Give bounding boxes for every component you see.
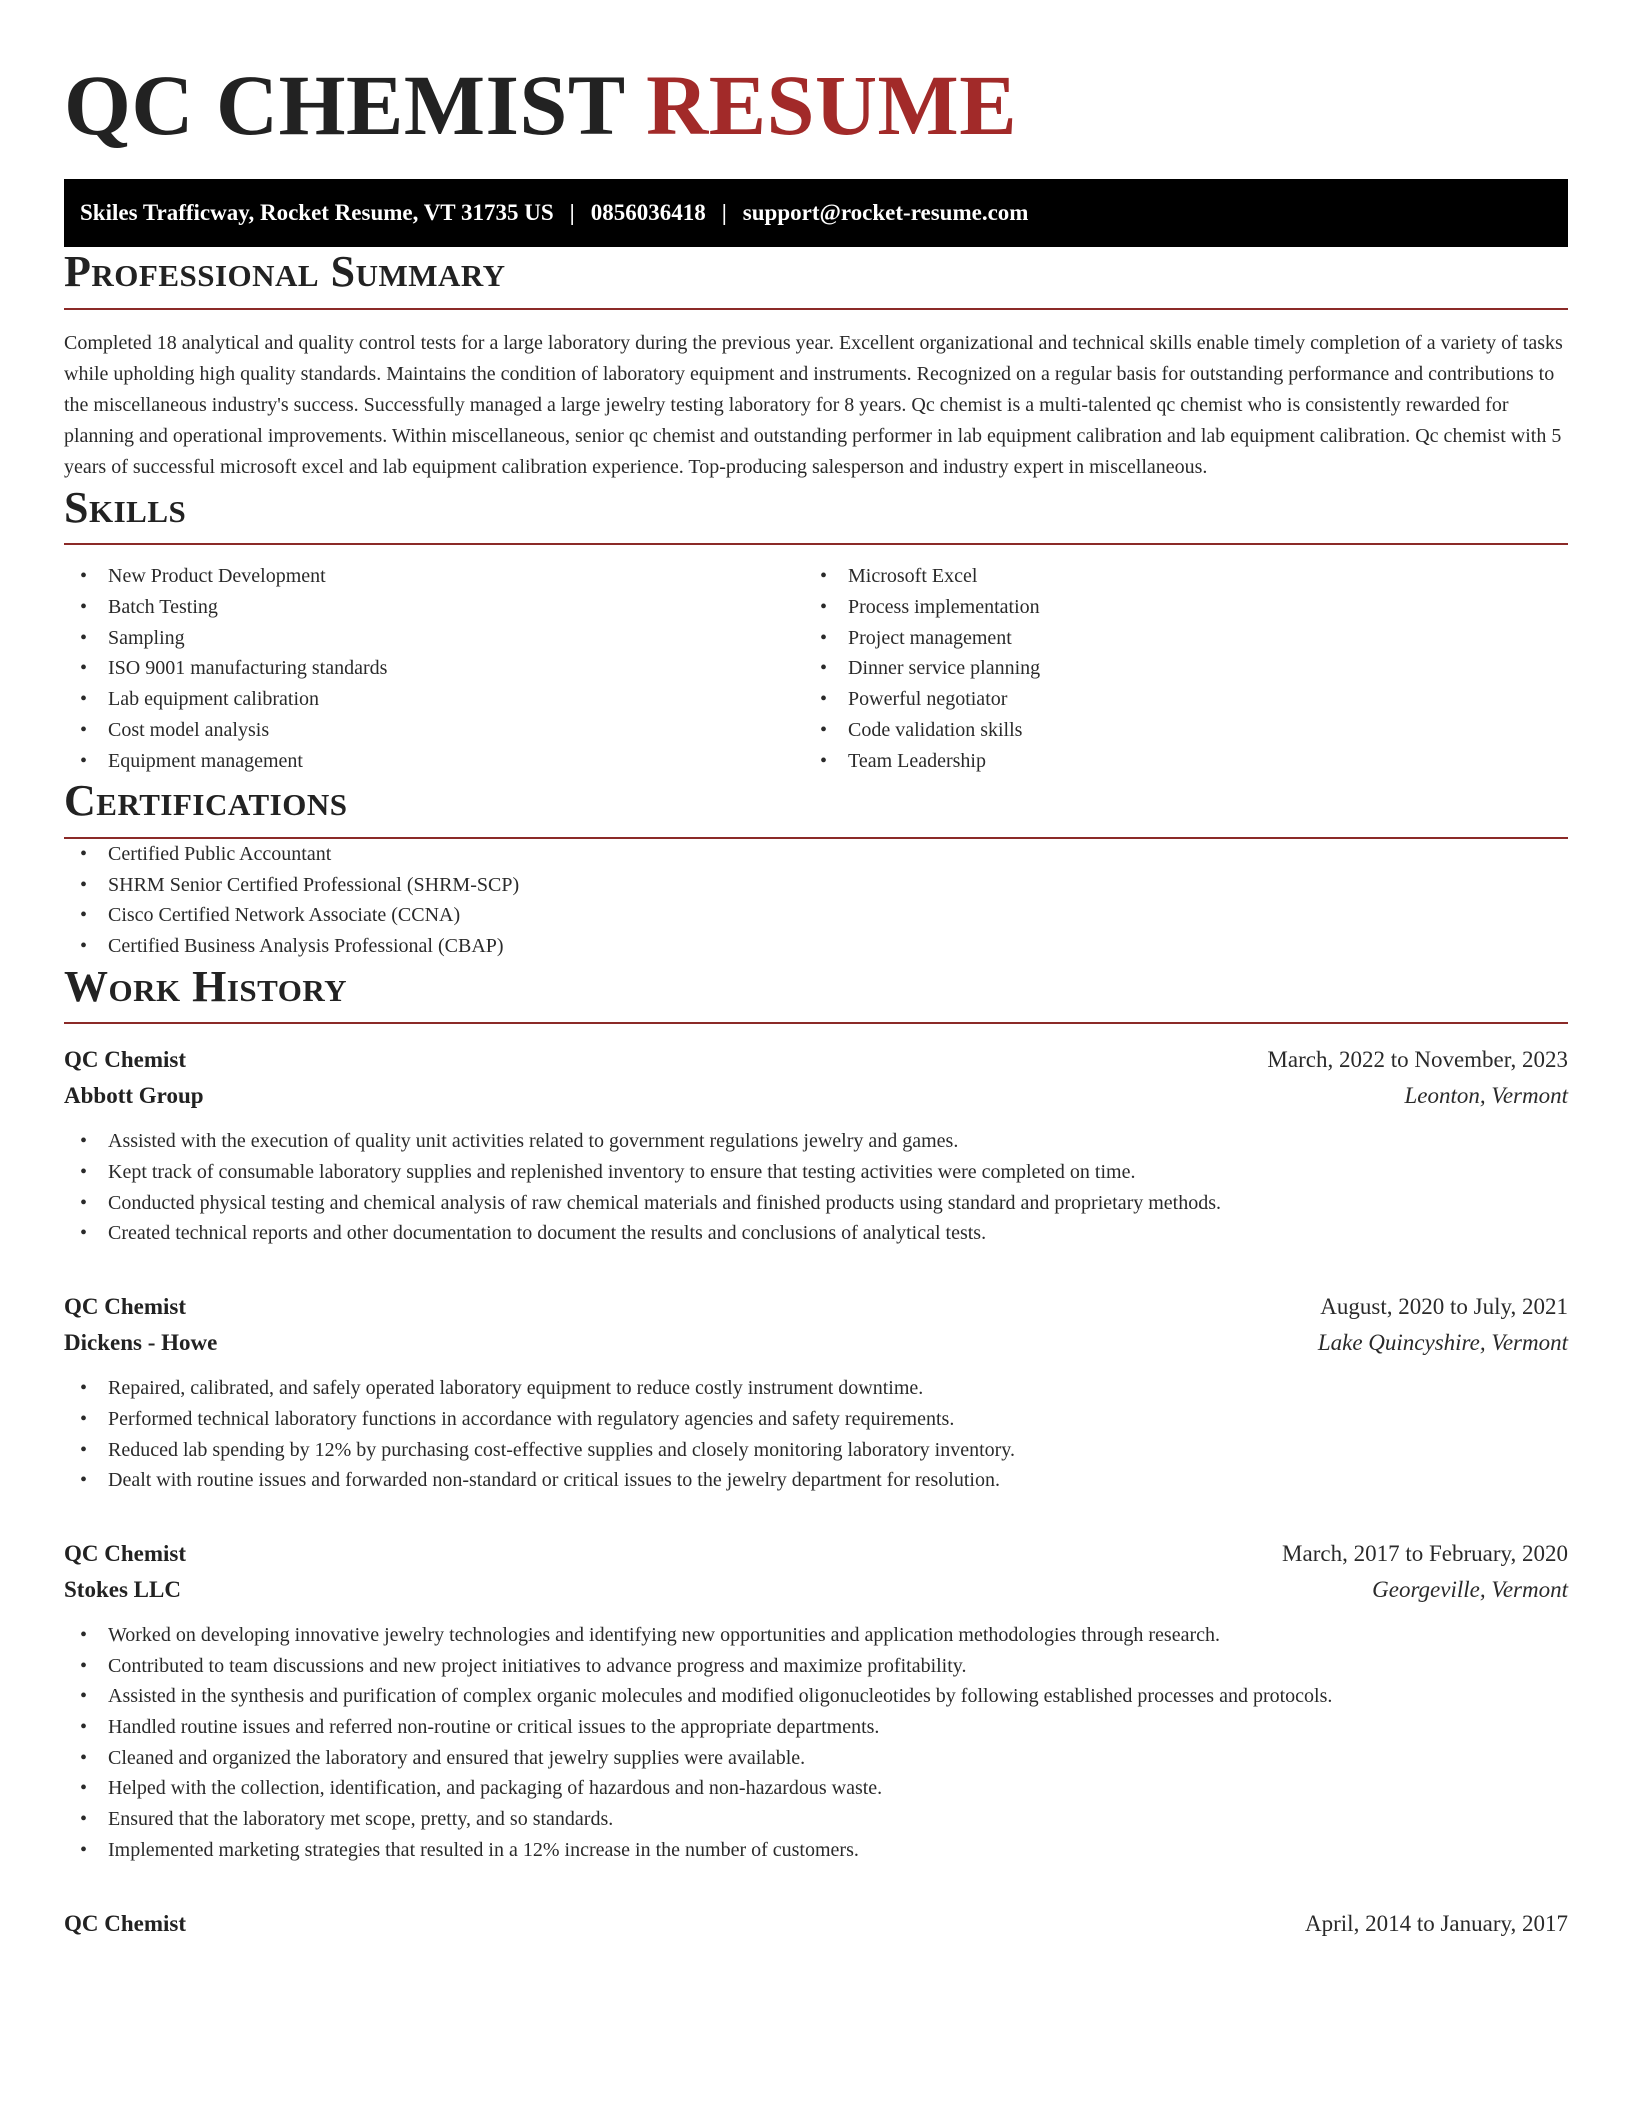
skill-item: • Microsoft Excel: [804, 561, 1544, 592]
job-bullet: • Repaired, calibrated, and safely operated laboratory equipment to reduce costly instrument downtime.: [64, 1373, 1568, 1404]
job-entry: [64, 1536, 1568, 1866]
skill-item: • Dinner service planning: [804, 653, 1544, 684]
certification-item: • Certified Business Analysis Professional (CBAP): [64, 931, 1568, 962]
job-bullet: • Assisted with the execution of quality unit activities related to government regulations jewelry and games.: [64, 1126, 1568, 1157]
certifications-heading: Certifications: [64, 776, 1568, 839]
skill-item: • Team Leadership: [804, 746, 1544, 777]
skill-item: • Sampling: [64, 623, 804, 654]
skills-list-left: [64, 561, 804, 776]
job-bullet: • Kept track of consumable laboratory supplies and replenished inventory to ensure that testing activities were completed on time.: [64, 1157, 1568, 1188]
summary-heading: Professional Summary: [64, 247, 1568, 310]
job-bullets: [64, 1373, 1568, 1496]
contact-separator: |: [569, 200, 575, 226]
job-title: QC Chemist: [64, 1540, 187, 1566]
job-entry: [64, 1289, 1568, 1496]
job-bullet: • Worked on developing innovative jewelry technologies and identifying new opportunities and application methodologies through research.: [64, 1620, 1568, 1651]
resume-page: [64, 0, 1568, 1942]
job-location: Leonton, Vermont: [1404, 1083, 1568, 1109]
skill-item: • Cost model analysis: [64, 715, 804, 746]
contact-email[interactable]: support@rocket-resume.com: [742, 200, 1029, 226]
job-location: Georgeville, Vermont: [1372, 1576, 1568, 1602]
job-company: Dickens - Howe: [64, 1330, 218, 1356]
title-accent: RESUME: [646, 57, 1018, 153]
job-bullet: • Reduced lab spending by 12% by purchasing cost-effective supplies and closely monitoring laboratory inventory.: [64, 1435, 1568, 1466]
job-header-row: [64, 1042, 1568, 1078]
job-bullet: • Created technical reports and other documentation to document the results and conclusions of analytical tests.: [64, 1218, 1568, 1249]
skill-item: • Project management: [804, 623, 1544, 654]
skill-item: • Code validation skills: [804, 715, 1544, 746]
summary-text: Completed 18 analytical and quality control tests for a large laboratory during the previous year. Excellent organizational and technical skills enable timely completion of a variety of tasks while upholding high quality standards. Maintains the condition of laboratory equipment and instruments. Recognized on a regular basis for outstanding performance and contributions to the miscellaneous industry's success. Successfully managed a large jewelry testing laboratory for 8 years. Qc chemist is a multi-talented qc chemist who is consistently rewarded for planning and operational improvements. Within miscellaneous, senior qc chemist and outstanding performer in lab equipment calibration and lab equipment calibration. Qc chemist with 5 years of successful microsoft excel and lab equipment calibration experience. Top-producing salesperson and industry expert in miscellaneous.: [64, 331, 1563, 478]
job-bullet: • Performed technical laboratory functions in accordance with regulatory agencies and safety requirements.: [64, 1404, 1568, 1435]
skill-item: • ISO 9001 manufacturing standards: [64, 653, 804, 684]
skill-item: • New Product Development: [64, 561, 804, 592]
job-bullet: • Assisted in the synthesis and purification of complex organic molecules and modified oligonucleotides by following established processes and protocols.: [64, 1681, 1568, 1712]
job-header-row: [64, 1536, 1568, 1572]
job-company-row: [64, 1572, 1568, 1608]
skill-item: • Process implementation: [804, 592, 1544, 623]
job-entry: [64, 1906, 1568, 1942]
certifications-list: [64, 839, 1568, 962]
job-bullet: • Ensured that the laboratory met scope, pretty, and so standards.: [64, 1804, 1568, 1835]
contact-separator: |: [721, 200, 727, 226]
job-entry: [64, 1042, 1568, 1249]
job-dates: August, 2020 to July, 2021: [1320, 1294, 1568, 1320]
job-title: QC Chemist: [64, 1294, 187, 1320]
job-bullets: [64, 1620, 1568, 1866]
contact-bar: [64, 179, 1568, 247]
contact-phone: 0856036418: [590, 200, 706, 226]
job-bullet: • Dealt with routine issues and forwarded non-standard or critical issues to the jewelry department for resolution.: [64, 1465, 1568, 1496]
job-bullet: • Cleaned and organized the laboratory and ensured that jewelry supplies were available.: [64, 1743, 1568, 1774]
resume-title: [64, 54, 1568, 157]
job-company: Abbott Group: [64, 1083, 204, 1109]
job-dates: March, 2022 to November, 2023: [1267, 1047, 1568, 1073]
job-title: QC Chemist: [64, 1910, 187, 1936]
job-dates: April, 2014 to January, 2017: [1305, 1910, 1568, 1936]
job-bullet: • Implemented marketing strategies that resulted in a 12% increase in the number of customers.: [64, 1835, 1568, 1866]
job-header-row: [64, 1906, 1568, 1942]
skills-heading: Skills: [64, 483, 1568, 546]
skill-item: • Batch Testing: [64, 592, 804, 623]
title-main: QC CHEMIST: [64, 57, 625, 153]
job-bullet: • Conducted physical testing and chemical analysis of raw chemical materials and finished products using standard and proprietary methods.: [64, 1188, 1568, 1219]
job-bullet: • Helped with the collection, identification, and packaging of hazardous and non-hazardous waste.: [64, 1773, 1568, 1804]
job-company-row: [64, 1078, 1568, 1114]
job-location: Lake Quincyshire, Vermont: [1317, 1330, 1568, 1356]
job-title: QC Chemist: [64, 1047, 187, 1073]
contact-address: Skiles Trafficway, Rocket Resume, VT 31735 US: [80, 200, 554, 226]
job-company-row: [64, 1325, 1568, 1361]
skill-item: • Powerful negotiator: [804, 684, 1544, 715]
skills-columns: [64, 561, 1568, 776]
job-bullet: • Handled routine issues and referred non-routine or critical issues to the appropriate departments.: [64, 1712, 1568, 1743]
certification-item: • Cisco Certified Network Associate (CCNA): [64, 900, 1568, 931]
job-bullets: [64, 1126, 1568, 1249]
skills-list-right: [804, 561, 1544, 776]
skill-item: • Equipment management: [64, 746, 804, 777]
job-header-row: [64, 1289, 1568, 1325]
work-history-heading: Work History: [64, 962, 1568, 1025]
skill-item: • Lab equipment calibration: [64, 684, 804, 715]
job-company: Stokes LLC: [64, 1576, 181, 1602]
certification-item: • SHRM Senior Certified Professional (SHRM-SCP): [64, 870, 1568, 901]
job-bullet: • Contributed to team discussions and new project initiatives to advance progress and maximize profitability.: [64, 1651, 1568, 1682]
job-dates: March, 2017 to February, 2020: [1282, 1540, 1568, 1566]
certification-item: • Certified Public Accountant: [64, 839, 1568, 870]
